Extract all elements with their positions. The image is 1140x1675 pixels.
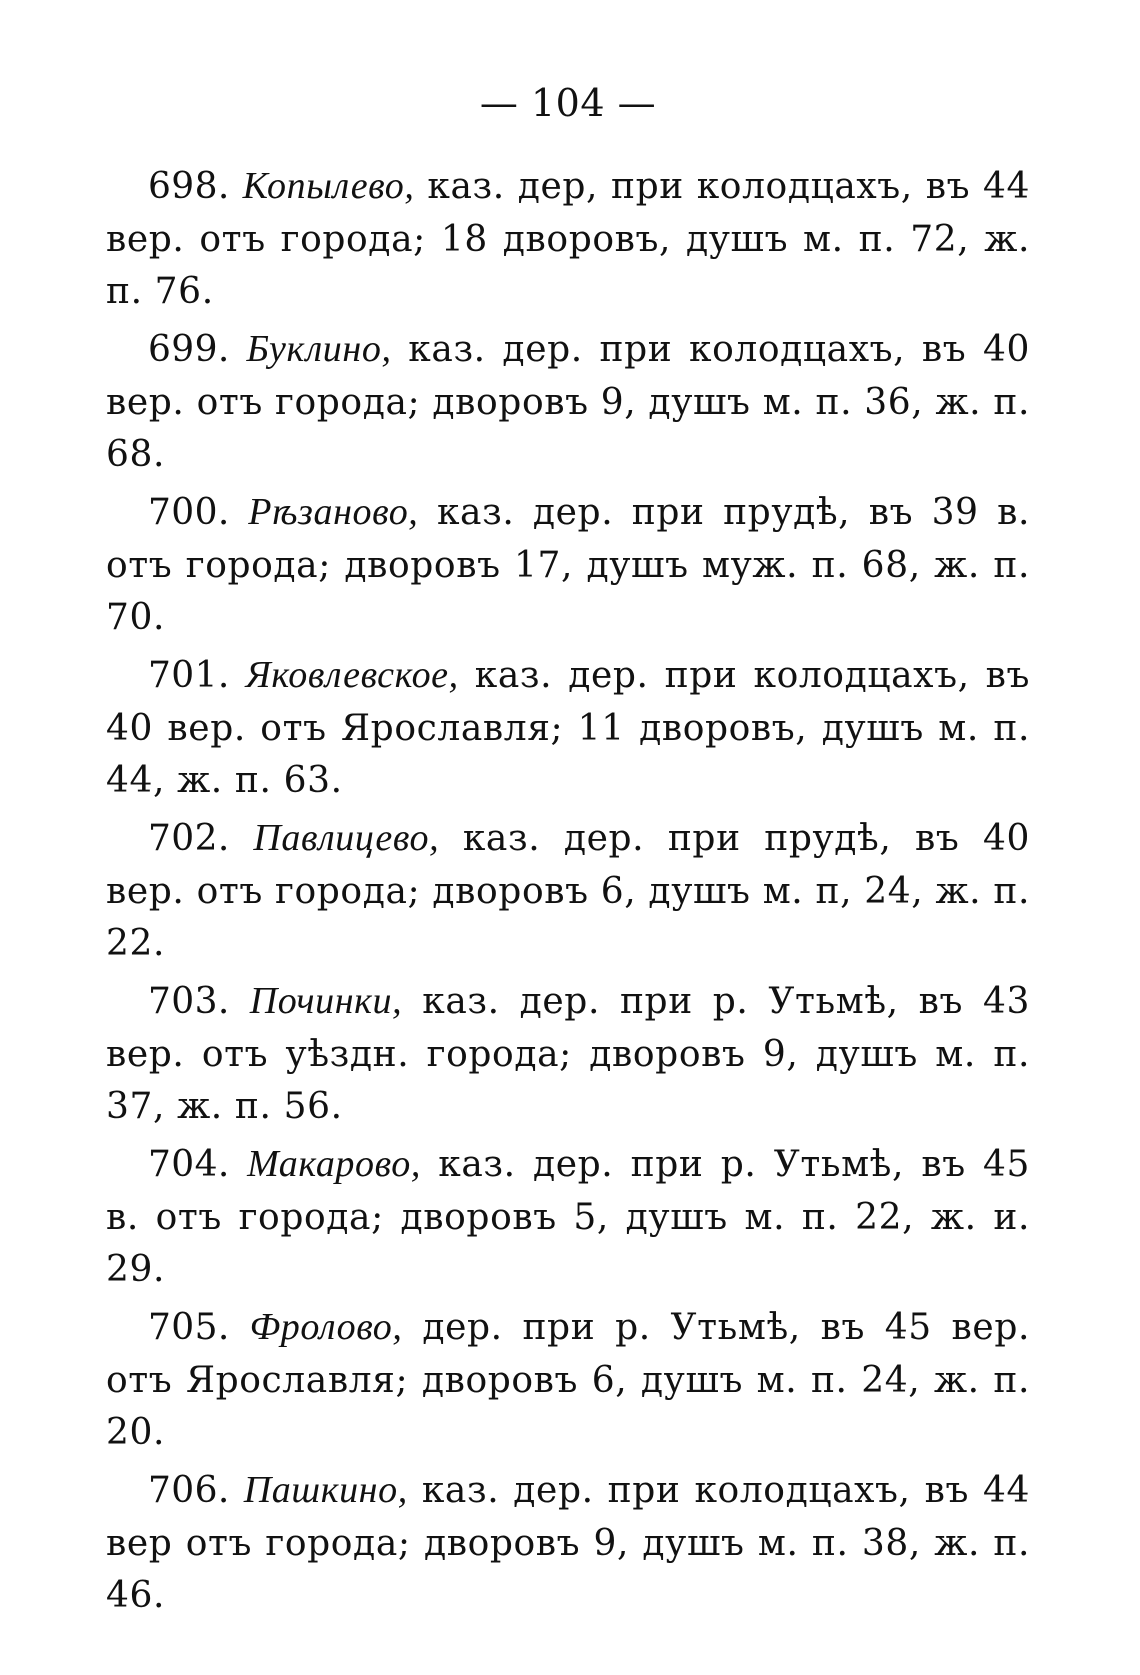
entry-description: каз. дер. при колодцахъ, въ 44 вер отъ города; дворовъ 9, душъ м. п. 38, ж. п. 46. xyxy=(106,1470,1030,1616)
entry-description: каз. дер, при колодцахъ, въ 44 вер. отъ города; 18 дворовъ, душъ м. п. 72, ж. п. 76. xyxy=(106,166,1031,312)
entry-698 xyxy=(106,160,1030,319)
entry-number: 700. xyxy=(148,492,230,533)
entry-705 xyxy=(106,1301,1030,1460)
entry-number: 706. xyxy=(148,1470,230,1511)
entry-number: 698. xyxy=(148,166,230,207)
entry-description: каз. дер. при р. Утьмѣ, въ 45 в. отъ города; дворовъ 5, душъ м. п. 22, ж. и. 29. xyxy=(106,1144,1031,1290)
village-name: Пашкино, xyxy=(243,1469,408,1511)
village-name: Буклино, xyxy=(246,328,392,370)
village-name: Павлицево, xyxy=(253,817,440,859)
village-name: Рѣзаново, xyxy=(248,491,419,533)
entry-703 xyxy=(106,975,1030,1134)
entry-description: каз. дер. при прудѣ, въ 39 в. отъ города; дворовъ 17, душъ муж. п. 68, ж. п. 70. xyxy=(106,492,1031,638)
entry-number: 699. xyxy=(148,329,230,370)
entry-699 xyxy=(106,323,1030,482)
entry-description: каз. дер. при колодцахъ, въ 40 вер. отъ города; дворовъ 9, душъ м. п. 36, ж. п. 68. xyxy=(106,329,1030,475)
entry-description: дер. при р. Утьмѣ, въ 45 вер. отъ Ярославля; дворовъ 6, душъ м. п. 24, ж. п. 20. xyxy=(106,1307,1031,1453)
entry-number: 701. xyxy=(148,655,230,696)
village-name: Фролово, xyxy=(249,1306,403,1348)
entry-702 xyxy=(106,812,1030,971)
entry-number: 702. xyxy=(148,818,230,859)
entry-number: 703. xyxy=(148,981,230,1022)
entry-704 xyxy=(106,1138,1030,1297)
entry-706 xyxy=(106,1464,1030,1623)
village-name: Копылево, xyxy=(242,165,415,207)
entry-700 xyxy=(106,486,1030,645)
village-name: Починки, xyxy=(249,980,403,1022)
village-name: Макарово, xyxy=(247,1143,421,1185)
page-number: — 104 — xyxy=(479,81,657,125)
entry-number: 705. xyxy=(148,1307,230,1348)
entry-number: 704. xyxy=(148,1144,230,1185)
entry-description: каз. дер. при р. Утьмѣ, въ 43 вер. отъ уѣздн. города; дворовъ 9, душъ м. п. 37, ж. п. 56. xyxy=(106,981,1030,1127)
entry-description: каз. дер. при прудѣ, въ 40 вер. отъ города; дворовъ 6, душъ м. п, 24, ж. п. 22. xyxy=(106,818,1030,964)
entry-description: каз. дер. при колодцахъ, въ 40 вер. отъ Ярославля; 11 дворовъ, душъ м. п. 44, ж. п. 63. xyxy=(106,655,1031,801)
entry-701 xyxy=(106,649,1030,808)
village-name: Яковлевское, xyxy=(245,654,459,696)
